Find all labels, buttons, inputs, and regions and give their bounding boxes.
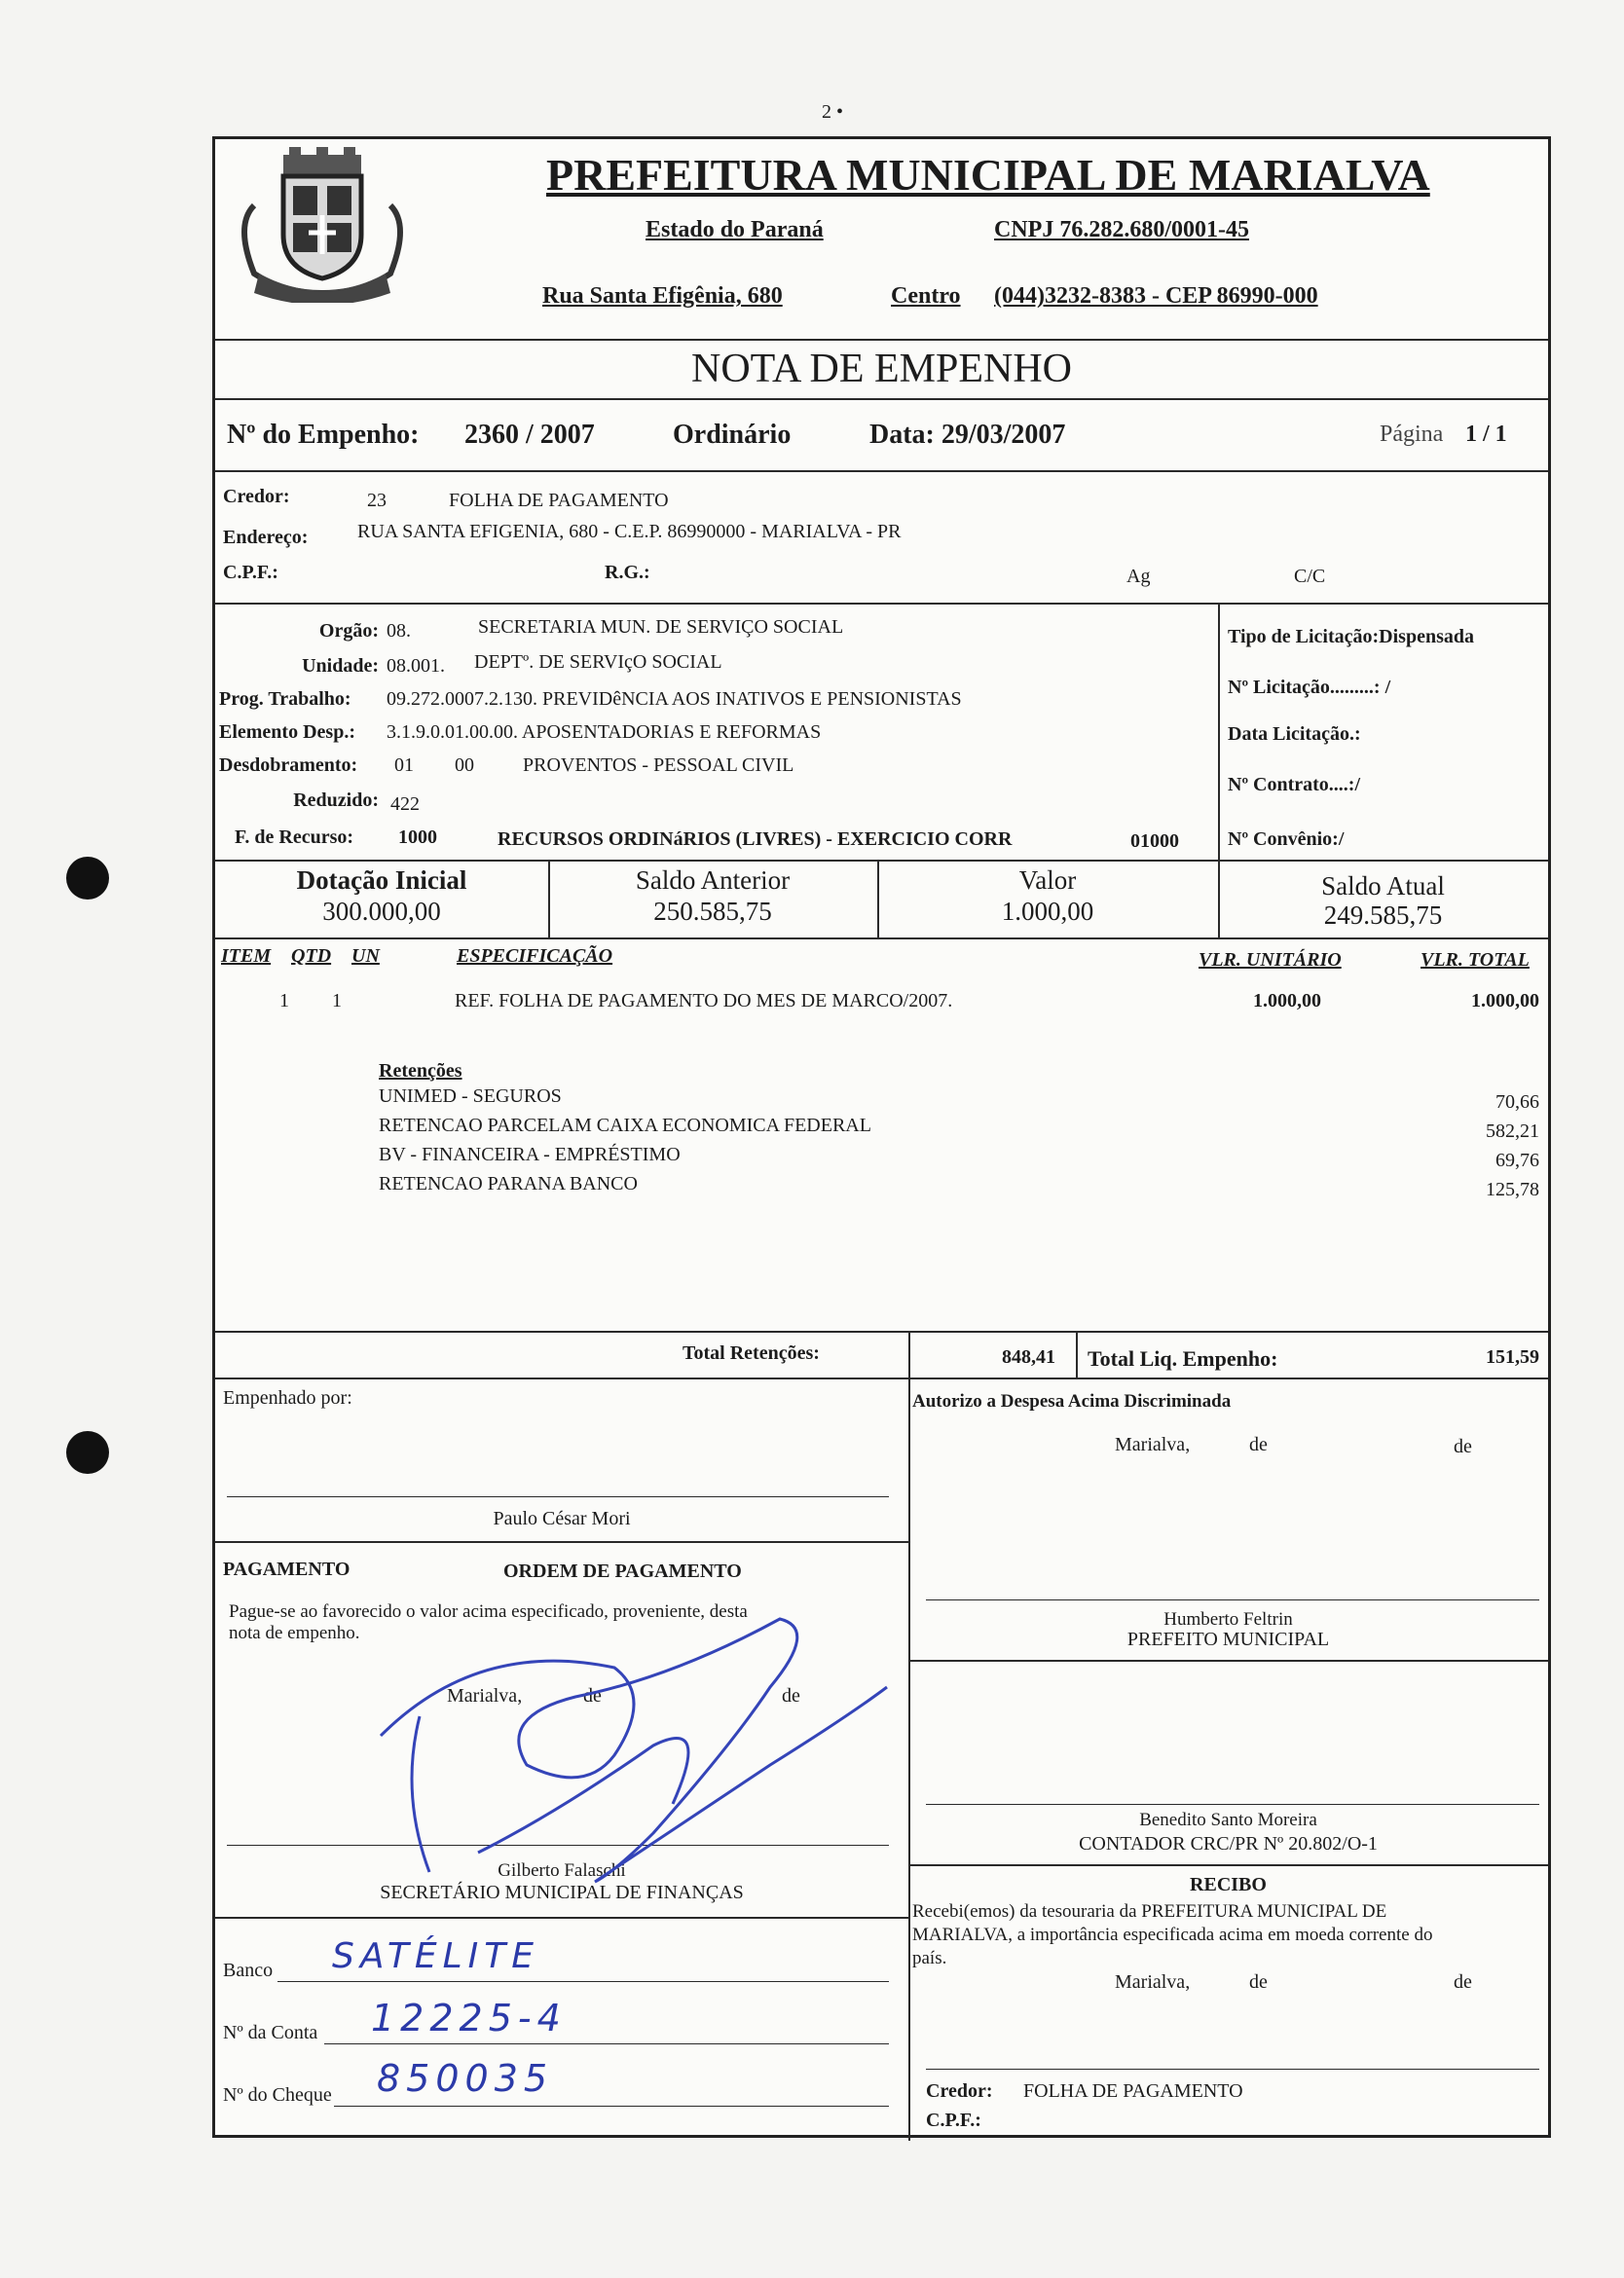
header-cnpj: CNPJ 76.282.680/0001-45: [994, 217, 1249, 242]
col-total: VLR. TOTAL: [1421, 949, 1530, 971]
recurso-num: 01000: [1130, 830, 1179, 852]
document-title: NOTA DE EMPENHO: [691, 347, 1072, 391]
reduzido: 422: [390, 793, 420, 815]
recibo-text-2: MARIALVA, a importância especificada acima em moeda corrente do: [912, 1925, 1433, 1945]
desdobramento-a: 01: [394, 754, 414, 776]
autorizo-marialva: Marialva,: [1115, 1434, 1191, 1455]
secretario-title: SECRETÁRIO MUNICIPAL DE FINANÇAS: [380, 1882, 744, 1903]
recurso-code: 1000: [398, 827, 437, 848]
cheque-value[interactable]: 850035: [377, 2057, 554, 2100]
total-retencoes-label: Total Retenções:: [683, 1342, 820, 1364]
ordem-de-2: de: [782, 1685, 800, 1707]
pague-text-2: nota de empenho.: [229, 1623, 360, 1643]
recibo-cpf-label: C.P.F.:: [926, 2110, 981, 2131]
autorizo-de-2: de: [1454, 1436, 1472, 1457]
recibo-text-1: Recebi(emos) da tesouraria da PREFEITURA MUNICIPAL DE: [912, 1901, 1387, 1922]
recibo-credor-label: Credor:: [926, 2080, 993, 2102]
coat-of-arms-icon: [225, 147, 420, 303]
recibo-text-3: país.: [912, 1948, 947, 1968]
banco-value[interactable]: SATÉLITE: [332, 1936, 540, 1976]
total-liquido-label: Total Liq. Empenho:: [1088, 1346, 1278, 1371]
retencao-name: RETENCAO PARANA BANCO: [379, 1173, 638, 1194]
rg-label: R.G.:: [605, 562, 650, 583]
prefeito-title: PREFEITO MUNICIPAL: [1126, 1629, 1330, 1650]
n-contrato: Nº Contrato....:/: [1228, 774, 1361, 795]
secretario-name: Gilberto Falaschi: [498, 1860, 626, 1881]
prefeito-name: Humberto Feltrin: [1163, 1609, 1293, 1630]
unidade-code: 08.001.: [387, 655, 445, 677]
col-unit: VLR. UNITÁRIO: [1199, 949, 1342, 971]
desdobramento-b: 00: [455, 754, 474, 776]
recurso: RECURSOS ORDINáRIOS (LIVRES) - EXERCICIO CORR: [498, 828, 1013, 850]
item-qtd: 1: [332, 990, 342, 1011]
cc-label: C/C: [1294, 566, 1326, 587]
header-state: Estado do Paraná: [646, 217, 824, 242]
n-licitacao: Nº Licitação.........: /: [1228, 677, 1391, 698]
punch-hole-top: [66, 857, 109, 900]
orgao-label: Orgão:: [318, 620, 379, 642]
autorizo-text: Autorizo a Despesa Acima Discriminada: [912, 1391, 1232, 1412]
header-district: Centro: [891, 283, 961, 309]
conta-value[interactable]: 12225-4: [371, 1997, 567, 2039]
col-un: UN: [351, 945, 380, 967]
conta-label: Nº da Conta: [223, 2022, 318, 2043]
signature-icon: [361, 1599, 906, 1892]
valor-value: 1.000,00: [1001, 897, 1094, 926]
contador-name: Benedito Santo Moreira: [1139, 1810, 1317, 1830]
ordem-de-1: de: [583, 1685, 602, 1707]
pagamento-label: PAGAMENTO: [223, 1559, 351, 1580]
page-label: Página: [1380, 422, 1444, 447]
item-spec: REF. FOLHA DE PAGAMENTO DO MES DE MARCO/2007.: [455, 990, 953, 1011]
saldo-anterior-value: 250.585,75: [653, 897, 772, 926]
saldo-atual-value: 249.585,75: [1323, 900, 1443, 930]
total-retencoes: 848,41: [1002, 1346, 1055, 1368]
empenho-date: Data: 29/03/2007: [869, 420, 1066, 450]
header-phone-cep: (044)3232-8383 - CEP 86990-000: [994, 283, 1318, 309]
recurso-label: F. de Recurso:: [235, 827, 354, 848]
empenho-number: 2360 / 2007: [464, 420, 595, 450]
col-spec: ESPECIFICAÇÃO: [457, 945, 613, 967]
reduzido-label: Reduzido:: [293, 790, 379, 811]
orgao-code: 08.: [387, 620, 411, 642]
ag-label: Ag: [1126, 566, 1151, 587]
retencoes-label: Retenções: [379, 1060, 462, 1082]
punch-hole-bottom: [66, 1431, 109, 1474]
ordem-marialva: Marialva,: [447, 1685, 523, 1707]
unidade-label: Unidade:: [302, 655, 379, 677]
autorizo-de-1: de: [1249, 1434, 1268, 1455]
total-liquido: 151,59: [1486, 1346, 1539, 1368]
credor-code: 23: [367, 490, 387, 511]
recibo-credor: FOLHA DE PAGAMENTO: [1023, 2080, 1243, 2102]
banco-label: Banco: [223, 1960, 274, 1981]
top-mark: 2 •: [822, 101, 844, 123]
retencao-value: 582,21: [1486, 1121, 1539, 1142]
elemento-label: Elemento Desp.:: [219, 721, 355, 743]
recibo-marialva: Marialva,: [1115, 1971, 1191, 1993]
desdobramento: PROVENTOS - PESSOAL CIVIL: [523, 754, 794, 776]
retencao-name: RETENCAO PARCELAM CAIXA ECONOMICA FEDERAL: [379, 1115, 871, 1136]
credor-label: Credor:: [223, 486, 290, 507]
empenhado-name: Paulo César Mori: [493, 1508, 631, 1529]
recibo-de-1: de: [1249, 1971, 1268, 1993]
recibo-de-2: de: [1454, 1971, 1472, 1993]
data-licitacao: Data Licitação.:: [1228, 723, 1361, 745]
retencao-name: BV - FINANCEIRA - EMPRÉSTIMO: [379, 1144, 681, 1165]
credor-name: FOLHA DE PAGAMENTO: [449, 490, 669, 511]
valor-label: Valor: [1018, 865, 1077, 895]
n-convenio: Nº Convênio:/: [1228, 828, 1345, 850]
desdobramento-label: Desdobramento:: [219, 754, 358, 776]
saldo-anterior-label: Saldo Anterior: [635, 865, 791, 895]
item-number: 1: [279, 990, 289, 1011]
cheque-label: Nº do Cheque: [223, 2084, 332, 2106]
tipo-licitacao: Tipo de Licitação:Dispensada: [1228, 626, 1474, 647]
ordem-pagamento: ORDEM DE PAGAMENTO: [503, 1561, 742, 1582]
item-total: 1.000,00: [1471, 990, 1539, 1011]
col-qtd: QTD: [291, 945, 332, 967]
empenhado-label: Empenhado por:: [223, 1387, 352, 1409]
page-number: 1 / 1: [1465, 422, 1507, 447]
retencao-value: 125,78: [1486, 1179, 1539, 1200]
unidade: DEPTº. DE SERVIçO SOCIAL: [474, 651, 722, 673]
dotacao-value: 300.000,00: [322, 897, 441, 926]
header-title: PREFEITURA MUNICIPAL DE MARIALVA: [546, 150, 1430, 200]
retencao-value: 70,66: [1495, 1091, 1539, 1113]
empenho-label: Nº do Empenho:: [227, 420, 420, 450]
dotacao-label: Dotação Inicial: [296, 865, 467, 895]
retencao-value: 69,76: [1495, 1150, 1539, 1171]
prog-label: Prog. Trabalho:: [219, 688, 351, 710]
retencao-name: UNIMED - SEGUROS: [379, 1085, 562, 1107]
item-unit: 1.000,00: [1253, 990, 1321, 1011]
contador-title: CONTADOR CRC/PR Nº 20.802/O-1: [1079, 1833, 1378, 1855]
prog: 09.272.0007.2.130. PREVIDêNCIA AOS INATIVOS E PENSIONISTAS: [387, 688, 962, 710]
elemento: 3.1.9.0.01.00.00. APOSENTADORIAS E REFORMAS: [387, 721, 822, 743]
recibo-title: RECIBO: [1190, 1874, 1267, 1895]
empenho-type: Ordinário: [673, 420, 792, 450]
cpf-label: C.P.F.:: [223, 562, 278, 583]
address-label: Endereço:: [223, 527, 309, 548]
saldo-atual-label: Saldo Atual: [1321, 871, 1445, 900]
pague-text: Pague-se ao favorecido o valor acima especificado, proveniente, desta: [229, 1601, 748, 1622]
header-address: Rua Santa Efigênia, 680: [542, 283, 783, 309]
empenho-form: [212, 136, 1551, 2138]
col-item: ITEM: [221, 945, 272, 967]
orgao: SECRETARIA MUN. DE SERVIÇO SOCIAL: [478, 616, 844, 638]
credor-address: RUA SANTA EFIGENIA, 680 - C.E.P. 86990000 - MARIALVA - PR: [357, 521, 902, 542]
